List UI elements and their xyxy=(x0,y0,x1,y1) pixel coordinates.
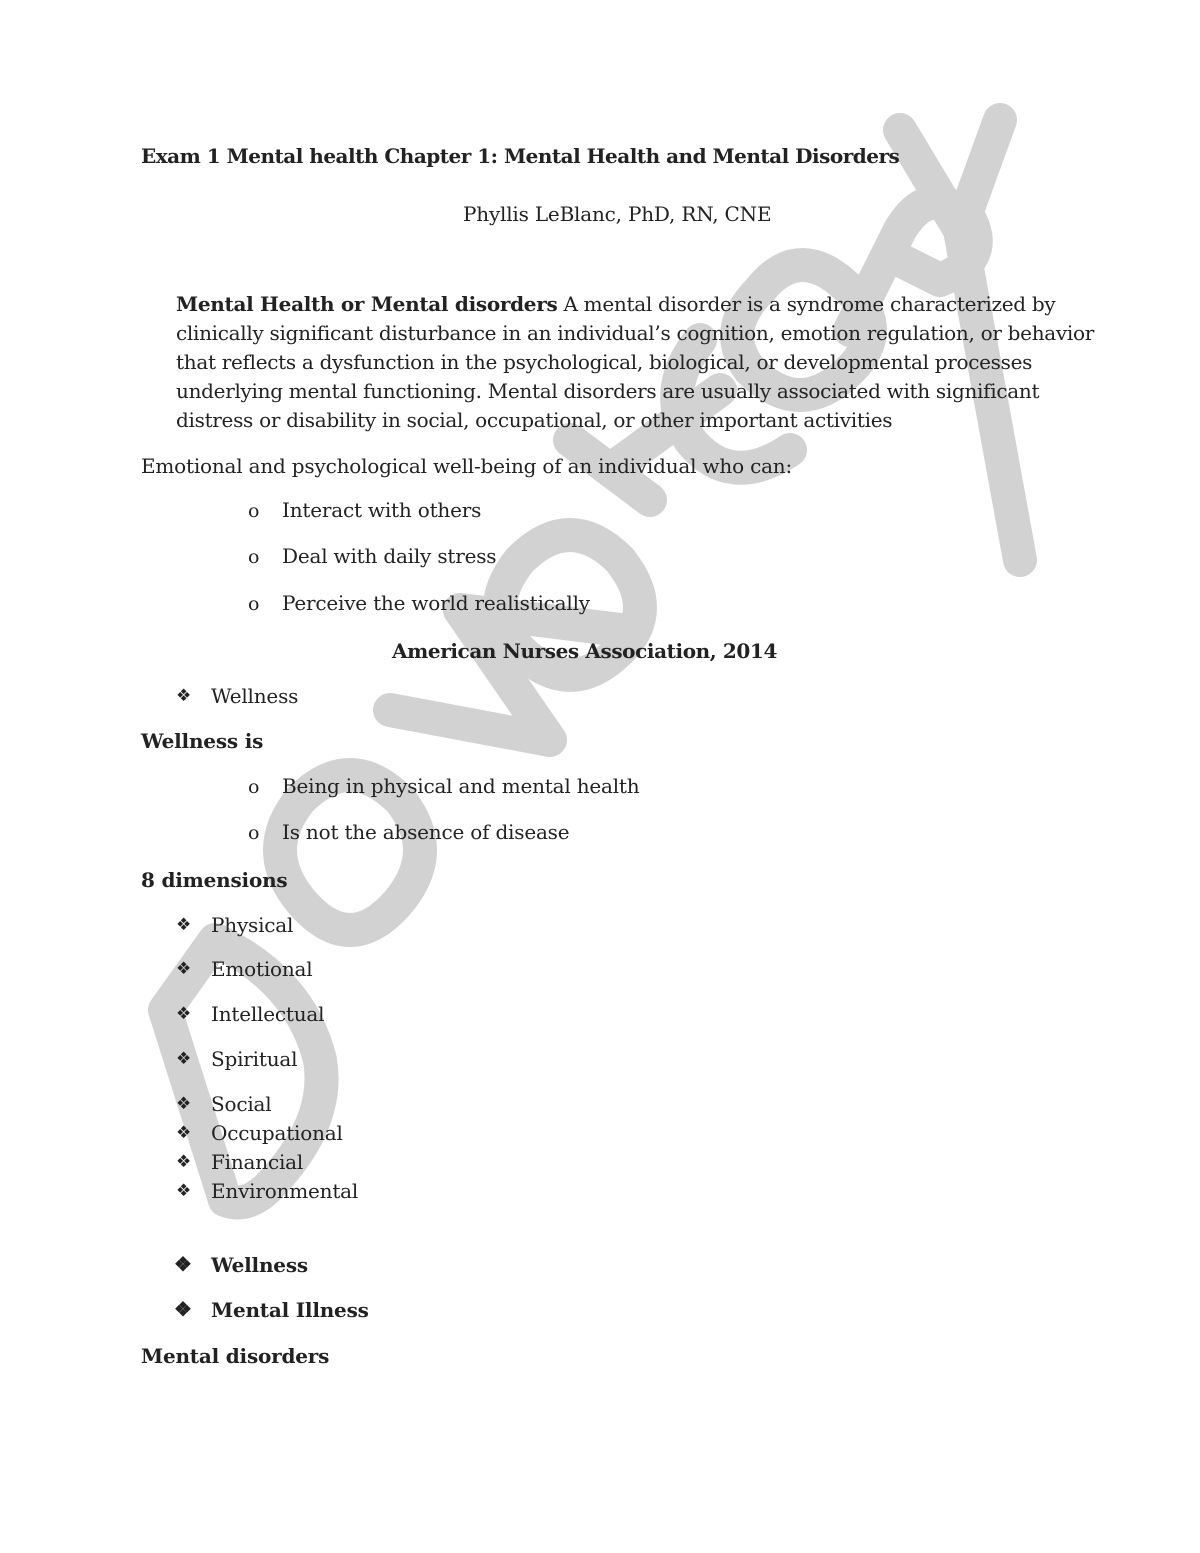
definition-line: clinically significant disturbance in an individual’s cognition, emotion regulation, or behavior xyxy=(176,321,1094,345)
list-item: Wellness xyxy=(211,684,299,708)
diamond-bullet-icon: ❖ xyxy=(176,915,192,935)
diamond-bullet-icon: ❖ xyxy=(176,1049,192,1069)
author-line: Phyllis LeBlanc, PhD, RN, CNE xyxy=(463,202,772,226)
diamond-bullet-icon: ❖ xyxy=(176,959,192,979)
definition-term: Mental Health or Mental disorders xyxy=(176,292,558,316)
list-item: Is not the absence of disease xyxy=(282,820,570,844)
dimension-item: Physical xyxy=(211,913,294,937)
citation: American Nurses Association, 2014 xyxy=(392,639,777,663)
o-bullet: o xyxy=(248,593,260,615)
diamond-bullet-icon: ❖ xyxy=(174,1297,192,1321)
diamond-bullet-icon: ❖ xyxy=(176,1123,192,1143)
diamond-bullet-icon: ❖ xyxy=(176,686,192,706)
list-item: Interact with others xyxy=(282,498,482,522)
dimension-item: Financial xyxy=(211,1150,304,1174)
diamond-bullet-icon: ❖ xyxy=(176,1181,192,1201)
bold-list-item: Wellness xyxy=(211,1253,308,1277)
document-title: Exam 1 Mental health Chapter 1: Mental Health and Mental Disorders xyxy=(141,144,900,168)
definition-line: underlying mental functioning. Mental disorders are usually associated with significant xyxy=(176,379,1040,403)
definition-line: A mental disorder is a syndrome characterized by xyxy=(557,292,1056,316)
definition-paragraph xyxy=(176,290,1094,435)
diamond-bullet-icon: ❖ xyxy=(176,1004,192,1024)
diamond-bullet-icon: ❖ xyxy=(176,1094,192,1114)
o-bullet: o xyxy=(248,776,260,798)
dimension-item: Emotional xyxy=(211,957,313,981)
list-item: Being in physical and mental health xyxy=(282,774,640,798)
dimension-item: Social xyxy=(211,1092,272,1116)
section-heading: 8 dimensions xyxy=(141,868,288,892)
section-heading: Mental disorders xyxy=(141,1344,330,1368)
wellbeing-intro: Emotional and psychological well-being of an individual who can: xyxy=(141,454,793,478)
o-bullet: o xyxy=(248,546,260,568)
dimension-item: Intellectual xyxy=(211,1002,325,1026)
section-heading: Wellness is xyxy=(141,729,264,753)
bold-list-item: Mental Illness xyxy=(211,1298,369,1322)
definition-line: that reflects a dysfunction in the psychological, biological, or developmental processes xyxy=(176,350,1033,374)
list-item: Perceive the world realistically xyxy=(282,591,590,615)
list-item: Deal with daily stress xyxy=(282,544,497,568)
dimension-item: Occupational xyxy=(211,1121,343,1145)
o-bullet: o xyxy=(248,822,260,844)
dimension-item: Environmental xyxy=(211,1179,359,1203)
diamond-bullet-icon: ❖ xyxy=(174,1252,192,1276)
dimension-item: Spiritual xyxy=(211,1047,298,1071)
o-bullet: o xyxy=(248,500,260,522)
definition-line: distress or disability in social, occupational, or other important activities xyxy=(176,408,893,432)
diamond-bullet-icon: ❖ xyxy=(176,1152,192,1172)
